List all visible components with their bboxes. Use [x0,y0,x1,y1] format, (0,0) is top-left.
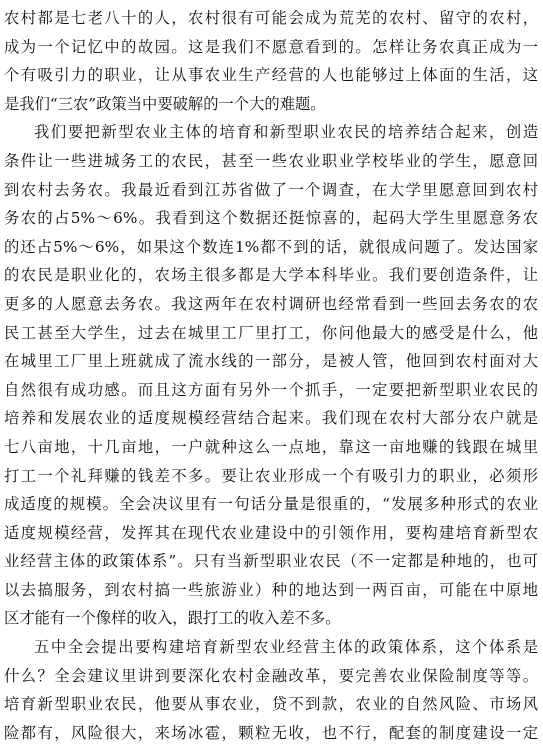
text-line: 业经营主体的政策体系”。只有当新型职业农民（不一定都是种地的，也可 [4,552,538,571]
document-body [4,4,538,747]
text-line: 务农的占5%～6%。我看到这个数据还挺惊喜的，起码大学生里愿意务农 [4,209,538,228]
text-line: 培养和发展农业的适度规模经营结合起来。我们现在农村大部分农户就是 [4,409,538,428]
text-line: 到农村去务农。我最近看到江苏省做了一个调查，在大学里愿意回到农村 [4,180,538,199]
text-line: 自然很有成功感。而且这方面有另外一个抓手，一定要把新型职业农民的 [4,380,538,399]
text-line: 的还占5%～6%，如果这个数连1%都不到的话，就很成问题了。发达国家 [4,237,538,256]
text-line: 在城里工厂里上班就成了流水线的一部分，是被人管，他回到农村面对大 [4,352,538,371]
text-line: 民工甚至大学生，过去在城里工厂里打工，你问他最大的感受是什么，他 [4,323,538,342]
text-line: 适度规模经营，发挥其在现代农业建设中的引领作用，要构建培育新型农 [4,523,538,542]
text-line: 我们要把新型农业主体的培育和新型职业农民的培养结合起来，创造 [34,123,538,142]
text-line: 培育新型职业农民，他要从事农业，贷不到款，农业的自然风险、市场风 [4,695,538,714]
text-line: 险都有，风险很大，来场冰雹，颗粒无收，也不行，配套的制度建设一定 [4,723,538,742]
text-line: 更多的人愿意去务农。我这两年在农村调研也经常看到一些回去务农的农 [4,294,538,313]
text-line: 的农民是职业化的，农场主很多都是大学本科毕业。我们要创造条件，让 [4,266,538,285]
text-line: 个有吸引力的职业，让从事农业生产经营的人也能够过上体面的生活，这 [4,66,538,85]
paragraph [4,633,538,747]
paragraph [4,4,538,118]
text-line: 条件让一些进城务工的农民，甚至一些农业职业学校毕业的学生，愿意回 [4,151,538,170]
text-line: 打工一个礼拜赚的钱差不多。要让农业形成一个有吸引力的职业，必须形 [4,466,538,485]
text-line: 以去搞服务，到农村搞一些旅游业）种的地达到一两百亩，可能在中原地 [4,580,538,599]
text-line: 农村都是七老八十的人，农村很有可能会成为荒芜的农村、留守的农村， [4,9,538,27]
text-line: 五中全会提出要构建培育新型农业经营主体的政策体系，这个体系是 [34,638,538,657]
text-line: 什么？全会建议里讲到要深化农村金融改革，要完善农业保险制度等等。 [4,666,538,685]
paragraph [4,118,538,633]
text-line: 区才能有一个像样的收入，跟打工的收入差不多。 [4,609,341,628]
text-line: 成适度的规模。全会决议里有一句话分量是很重的，“发展多种形式的农业 [4,495,538,514]
text-line: 成为一个记忆中的故园。这是我们不愿意看到的。怎样让务农真正成为一 [4,37,538,56]
text-line: 是我们“三农”政策当中要破解的一个大的难题。 [4,94,326,113]
text-line: 七八亩地，十几亩地，一户就种这么一点地，靠这一亩地赚的钱跟在城里 [4,437,538,456]
